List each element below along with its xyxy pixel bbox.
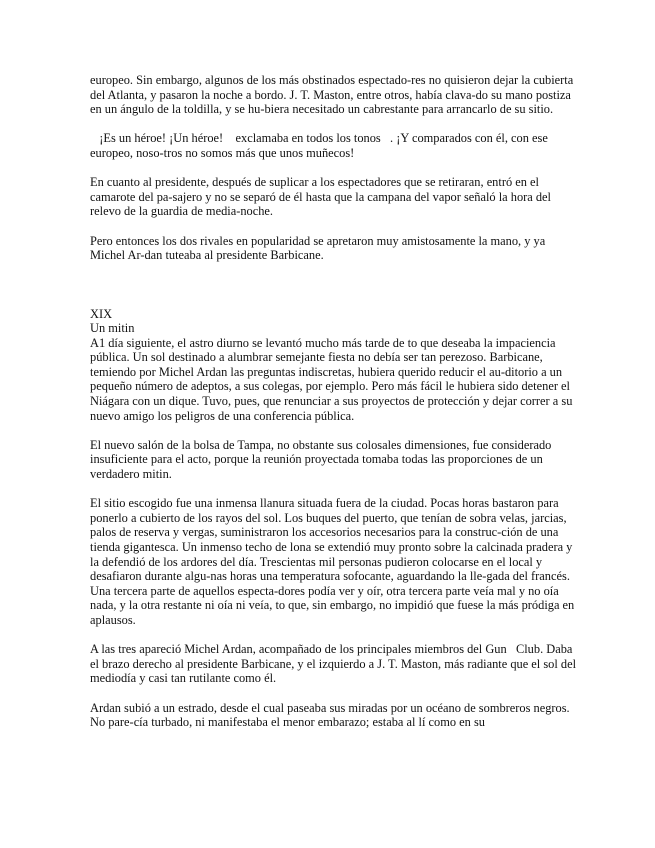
- paragraph-2: ¡Es un héroe! ¡Un héroe! exclamaba en todos los tonos . ¡Y comparados con él, con ese europeo, noso-tros no somos más que unos muñecos!: [90, 131, 551, 160]
- chapter-paragraph-1: A1 día siguiente, el astro diurno se levantó mucho más tarde de to que deseaba la impaciencia pública. Un sol destinado a alumbrar semejante fiesta no debía ser tan perezoso. Barbicane, temiendo por Michel Ardan las preguntas indiscretas, hubiera querido reducir el au-ditorio a un pequeño número de adeptos, a sus colegas, por ejemplo. Pero más fácil le hubiera sido detener el Niágara con un dique. Tuvo, pues, que renunciar a sus proyectos de protección y dejar correr a su nuevo amigo los peligros de una conferencia pública.: [90, 335, 576, 423]
- chapter-section: [90, 307, 580, 730]
- chapter-paragraph-3: El sitio escogido fue una inmensa llanura situada fuera de la ciudad. Pocas horas bastaron para ponerlo a cubierto de los rayos del sol. Los buques del puerto, que tenían de sobra velas, jarcias, palos de reserva y vergas, suministraron los accesorios necesarios para la construc-ción de una tienda gigantesca. Un inmenso techo de lona se extendió muy pronto sobre la calcinada pradera y la defendió de los ardores del día. Trescientas mil personas pudieron colocarse en el local y desafiaron durante algu-nas horas una temperatura sofocante, aguardando la lle-gada del francés. Una tercera parte de aquellos especta-dores podía ver y oír, otra tercera parte veía mal y no oía nada, y la otra restante ni oía ni veía, to que, sin embargo, no impidió que fuese la más pródiga en aplausos.: [90, 496, 578, 627]
- document-page: [90, 73, 580, 744]
- chapter-paragraph-4: A las tres apareció Michel Ardan, acompañado de los principales miembros del Gun Club. Daba el brazo derecho al presidente Barbicane, y el izquierdo a J. T. Maston, más radiante que el sol del mediodía y casi tan rutilante como él.: [90, 642, 580, 686]
- chapter-title: Un mitin: [90, 321, 135, 336]
- chapter-paragraph-2: El nuevo salón de la bolsa de Tampa, no obstante sus colosales dimensiones, fue considerado insuficiente para el acto, porque la reunión proyectada tomaba todas las proporciones de un verdadero mitin.: [90, 437, 555, 482]
- paragraph-3: En cuanto al presidente, después de suplicar a los espectadores que se retiraran, entró en el camarote del pa-sajero y no se separó de él hasta que la campana del vapor señaló la hora del relevo de la guardia de media-noche.: [90, 175, 555, 219]
- chapter-number: XIX: [90, 306, 113, 321]
- paragraph-4: Pero entonces los dos rivales en popularidad se apretaron muy amistosamente la mano, y ya Michel Ar-dan tuteaba al presidente Barbicane.: [90, 233, 549, 263]
- chapter-paragraph-5: Ardan subió a un estrado, desde el cual paseaba sus miradas por un océano de sombreros negros. No pare-cía turbado, ni manifestaba el menor embarazo; estaba al lí como en su: [90, 700, 573, 730]
- paragraph-1: europeo. Sin embargo, algunos de los más obstinados espectado-res no quisieron dejar la cubierta del Atlanta, y pasaron la noche a bordo. J. T. Maston, entre otros, había clava-do su mano postiza en un ángulo de la toldilla, y se hu-biera necesitado un cabrestante para arrancarlo de su sitio.: [90, 73, 577, 117]
